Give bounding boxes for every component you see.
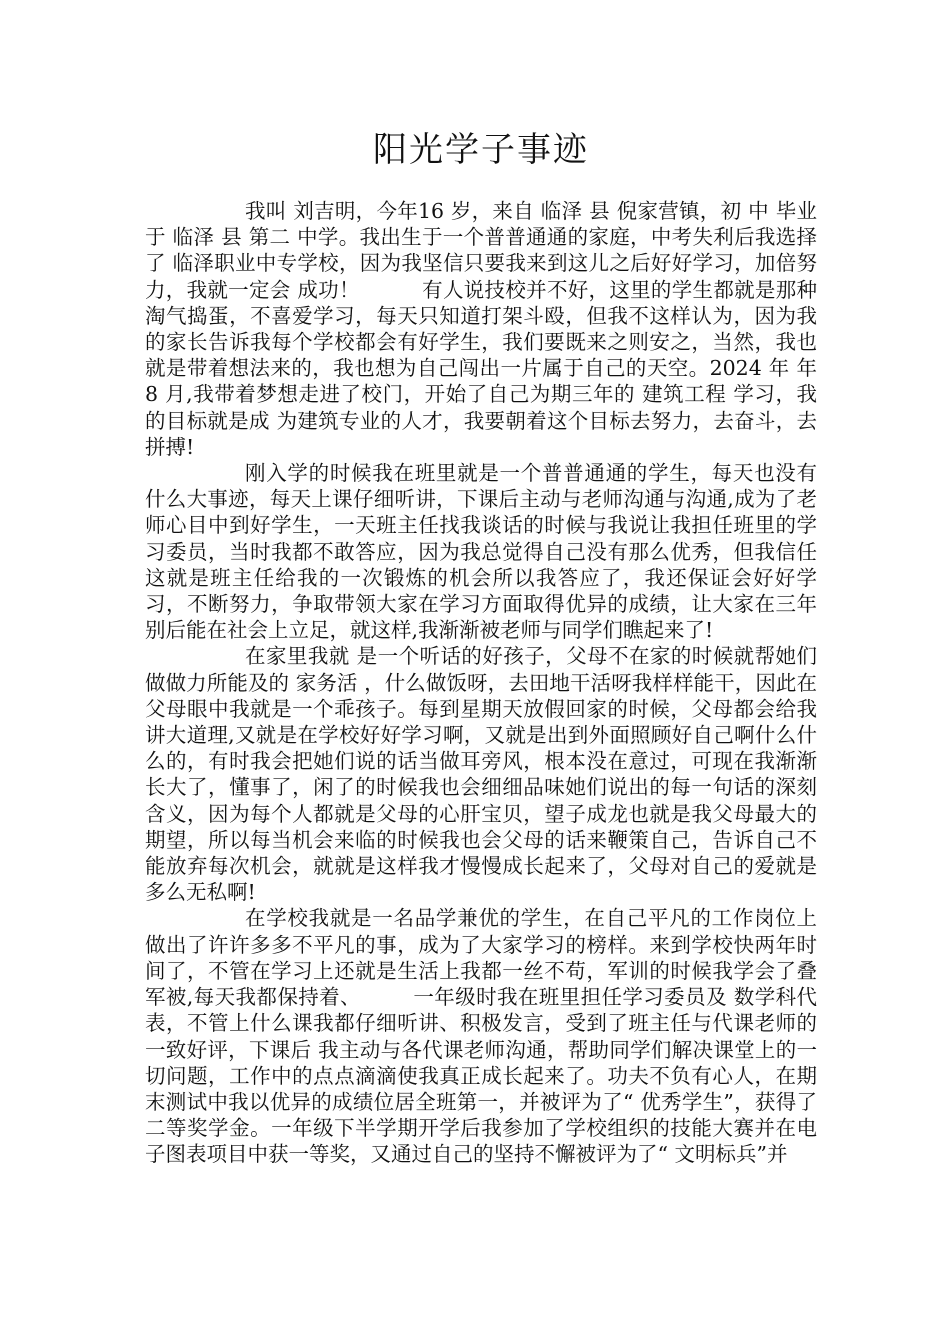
document-title: 阳光学子事迹 [373, 130, 589, 170]
paragraph-school-start: 刚入学的时候我在班里就是一个普普通通的学生，每天也没有什么大事迹，每天上课仔细听讲，下课后主动与老师沟通与沟通,成为了老师心目中到好学生，一天班主任找我谈话的时候与我说让我担任班里的学习委员，当时我都不敢答应，因为我总觉得自己没有那么优秀，但我信任这就是班主任给我的一次锻炼的机会所以我答应了，我还保证会好好学习，不断努力，争取带领大家在学习方面取得优异的成绩，让大家在三年别后能在社会上立足，就这样,我渐渐被老师与同学们瞧起来了! [145, 461, 817, 643]
paragraph-school-achievements: 在学校我就是一名品学兼优的学生，在自己平凡的工作岗位上做出了许许多多不平凡的事，成为了大家学习的榜样。来到学校快两年时间了，不管在学习上还就是生活上我都一丝不苟，军训的时候我学会了叠军被,每天我都保持着、 一年级时我在班里担任学习委员及 数学科代表，不管上什么课我都仔细听讲、积极发言，受到了班主任与代课老师的一致好评，下课后 我主动与各代课老师沟通，帮助同学们解决课堂上的一切问题，工作中的点点滴滴使我真正成长起来了。功夫不负有心人，在期末测试中我以优异的成绩位居全班第一，并被评为了“ 优秀学生”，获得了二等奖学金。一年级下半学期开学后我参加了学校组织的技能大赛并在电子图表项目中获一等奖，又通过自己的坚持不懈被评为了“ 文明标兵”并 [145, 906, 817, 1167]
document-page [145, 128, 817, 1168]
paragraph-intro: 我叫 刘吉明，今年16 岁，来自 临泽 县 倪家营镇，初 中 毕业 于 临泽 县 第二 中学。我出生于一个普普通通的家庭，中考失利后我选择了 临泽职业中专学校，因为我坚信只要我来到这儿之后好好学习，加倍努力，我就一定会 成功！ 有人说技校并不好，这里的学生都就是那种淘气捣蛋，不喜爱学习，每天只知道打架斗殴，但我不这样认为，因为我的家长告诉我每个学校都会有好学生，我们要既来之则安之，当然，我也就是带着想法来的，我也想为自己闯出一片属于自己的天空。2024 年 年 8 月,我带着梦想走进了校门，开始了自己为期三年的 建筑工程 学习，我的目标就是成 为建筑专业的人才，我要朝着这个目标去努力，去奋斗，去拼搏! [145, 199, 817, 459]
paragraph-home: 在家里我就 是一个听话的好孩子，父母不在家的时候就帮她们做做力所能及的 家务活 ，什么做饭呀，去田地干活呀我样样能干，因此在父母眼中我就是一个乖孩子。每到星期天放假回家的时候，父母都会给我讲大道理,又就是在学校好好学习啊，又就是出到外面照顾好自己啊什么什么的，有时我会把她们说的话当做耳旁风，根本没在意过，可现在我渐渐长大了，懂事了，闲了的时候我也会细细品味她们说出的每一句话的深刻含义，因为每个人都就是父母的心肝宝贝，望子成龙也就是我父母最大的期望，所以每当机会来临的时候我也会父母的话来鞭策自己，告诉自己不能放弃每次机会，就就是这样我才慢慢成长起来了，父母对自己的爱就是多么无私啊! [145, 644, 817, 905]
